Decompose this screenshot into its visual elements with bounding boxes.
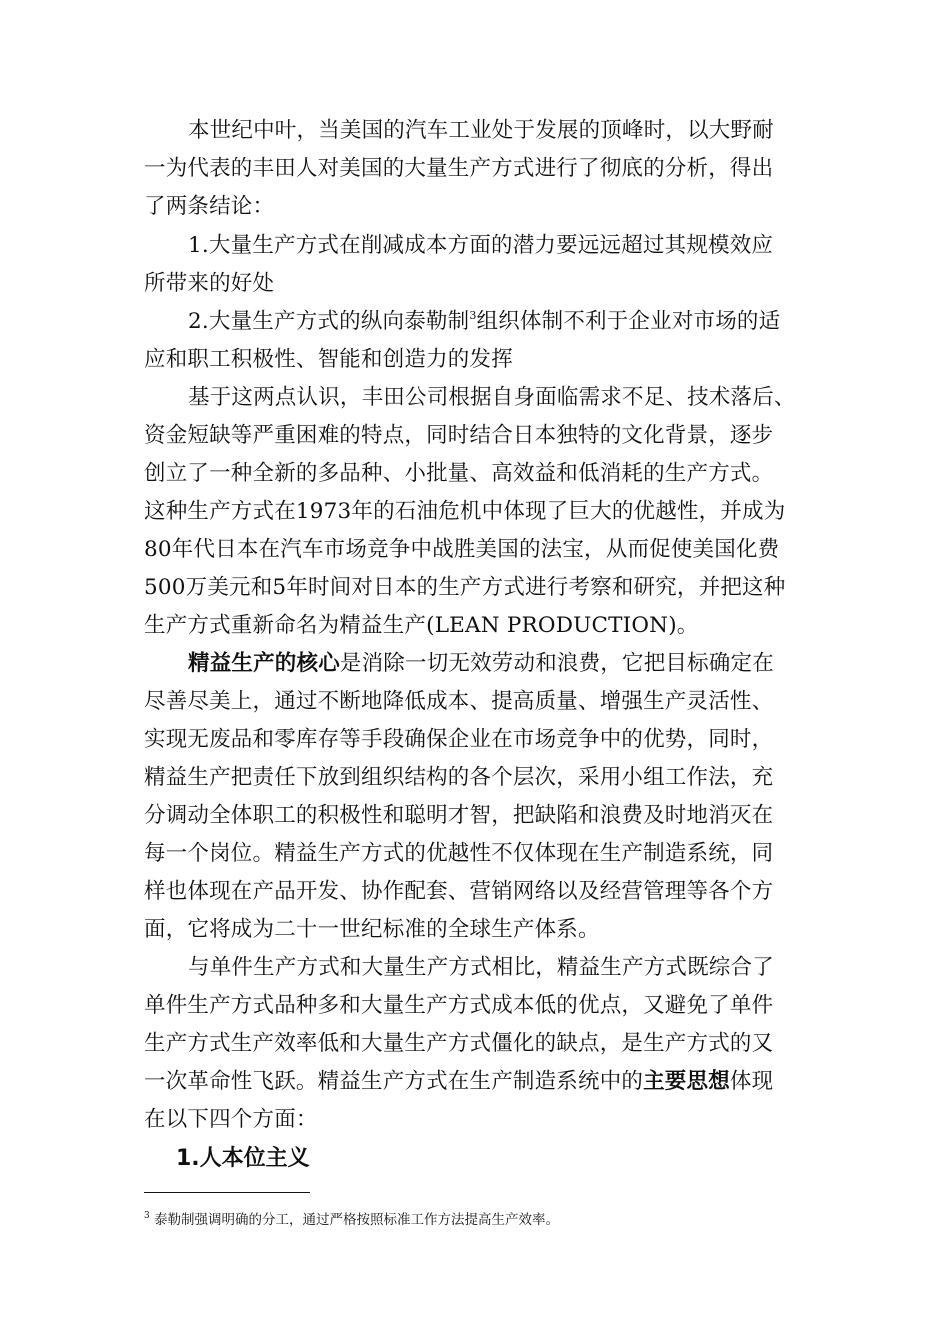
paragraph-line: 一为代表的丰田人对美国的大量生产方式进行了彻底的分析，得出 [144,156,774,181]
bold-term: 精益生产的核心 [188,651,340,676]
paragraph-line: 与单件生产方式和大量生产方式相比，精益生产方式既综合了 [188,955,774,980]
paragraph-line: 80年代日本在汽车市场竞争中战胜美国的法宝，从而促使美国化费 [144,537,780,562]
bold-term: 主要思想 [643,1069,730,1094]
paragraph-line [188,648,868,679]
paragraph-line: 了两条结论： [144,194,275,219]
paragraph-line: 面，它将成为二十一世纪标准的全球生产体系。 [144,917,600,942]
paragraph-line: 生产方式重新命名为精益生产(LEAN PRODUCTION)。 [144,613,699,638]
list-item-2-line [188,306,868,337]
footnote-marker: 3 [144,1211,150,1221]
paragraph-line: 单件生产方式品种多和大量生产方式成本低的优点，又避免了单件 [144,993,774,1018]
list-item-2-text: 组织体制不利于企业对市场的适 [476,309,781,334]
section-heading: 1.人本位主义 [176,1146,310,1171]
paragraph-line: 本世纪中叶，当美国的汽车工业处于发展的顶峰时，以大野耐 [188,118,774,143]
footnote-text: 泰勒制强调明确的分工，通过严格按照标准工作方法提高生产效率。 [154,1212,560,1228]
paragraph-line [144,1066,824,1097]
paragraph-line: 样也体现在产品开发、协作配套、营销网络以及经营管理等各个方 [144,879,774,904]
list-item-1-line: 1.大量生产方式在削减成本方面的潜力要远远超过其规模效应 [188,233,774,258]
paragraph-line: 在以下四个方面： [144,1107,318,1132]
list-item-2-line: 应和职工积极性、智能和创造力的发挥 [144,347,513,372]
paragraph-text: 体现 [729,1069,774,1094]
paragraph-line: 生产方式生产效率低和大量生产方式僵化的缺点，是生产方式的又 [144,1031,774,1056]
paragraph-line: 分调动全体职工的积极性和聪明才智，把缺陷和浪费及时地消灭在 [144,803,774,828]
paragraph-line: 创立了一种全新的多品种、小批量、高效益和低消耗的生产方式。 [144,461,774,486]
paragraph-line: 实现无废品和零库存等手段确保企业在市场竞争中的优势，同时， [144,727,774,752]
footnote-ref[interactable]: 3 [469,309,477,322]
paragraph-text: 一次革命性飞跃。精益生产方式在生产制造系统中的 [144,1069,644,1094]
paragraph-line: 尽善尽美上，通过不断地降低成本、提高质量、增强生产灵活性、 [144,689,774,714]
list-item-2-text: 2.大量生产方式的纵向泰勒制 [188,309,470,334]
paragraph-line: 基于这两点认识，丰田公司根据自身面临需求不足、技术落后、 [188,385,796,410]
paragraph-line: 每一个岗位。精益生产方式的优越性不仅体现在生产制造系统，同 [144,841,774,866]
footnote [144,1210,559,1230]
footnote-divider [144,1192,310,1193]
list-item-1-line: 所带来的好处 [144,271,275,296]
paragraph-text: 是消除一切无效劳动和浪费，它把目标确定在 [339,651,774,676]
paragraph-line: 500万美元和5年时间对日本的生产方式进行考察和研究，并把这种 [144,575,786,600]
paragraph-line: 这种生产方式在1973年的石油危机中体现了巨大的优越性，并成为 [144,499,786,524]
paragraph-line: 资金短缺等严重困难的特点，同时结合日本独特的文化背景，逐步 [144,423,774,448]
paragraph-line: 精益生产把责任下放到组织结构的各个层次，采用小组工作法，充 [144,765,774,790]
